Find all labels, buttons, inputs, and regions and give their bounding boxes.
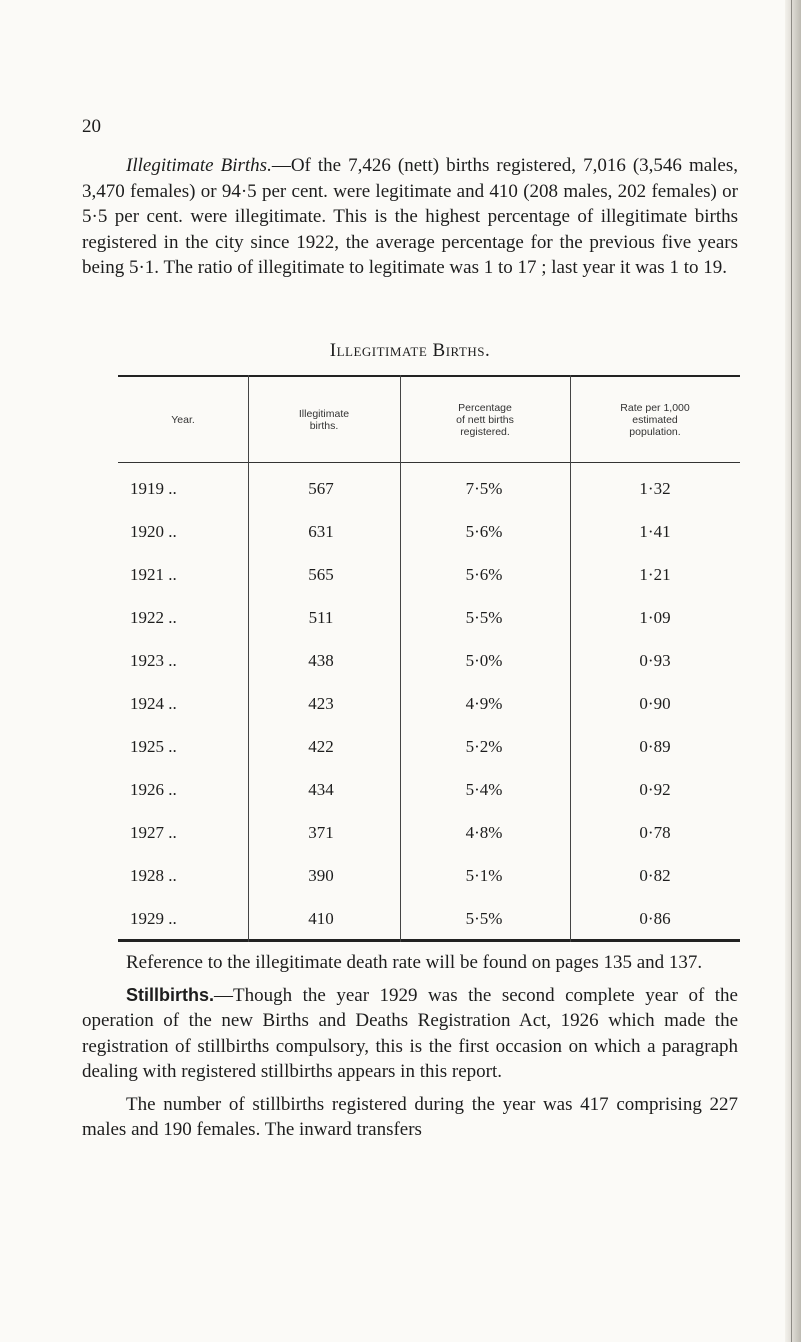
rate-cell: 0·92 [639,780,671,799]
rate-cell: 0·86 [639,909,671,928]
table-row [118,471,740,507]
births-cell: 410 [308,909,334,928]
table-row [118,643,740,679]
table-row [118,901,740,937]
percentage-cell: 5·5% [465,608,503,627]
rate-cell: 1·09 [639,608,671,627]
table-row [118,557,740,593]
illegitimate-births-heading: Illegitimate Births. [126,155,272,176]
rate-cell: 0·82 [639,866,671,885]
table-row [118,686,740,722]
year-cell: 1923 .. [130,651,177,670]
table-row [118,514,740,550]
table-row [118,815,740,851]
rate-cell: 0·90 [639,694,671,713]
year-cell: 1925 .. [130,737,177,756]
header-illegitimate-births: Illegitimate births. [298,408,350,432]
percentage-cell: 5·2% [465,737,503,756]
year-cell: 1927 .. [130,823,177,842]
rate-cell: 0·78 [639,823,671,842]
percentage-cell: 5·5% [465,909,503,928]
births-cell: 631 [308,522,334,541]
percentage-cell: 5·6% [465,565,503,584]
births-cell: 423 [308,694,334,713]
percentage-cell: 7·5% [465,479,503,498]
rate-cell: 0·93 [639,651,671,670]
table-row [118,858,740,894]
births-cell: 371 [308,823,334,842]
page-edge-shadow [785,0,801,1342]
year-cell: 1928 .. [130,866,177,885]
stillbirths-heading: Stillbirths. [126,984,215,1005]
percentage-cell: 5·4% [465,780,503,799]
year-cell: 1922 .. [130,608,177,627]
year-cell: 1929 .. [130,909,177,928]
births-cell: 422 [308,737,334,756]
table-row [118,729,740,765]
rate-cell: 1·21 [639,565,671,584]
page-edge-line [791,0,792,1342]
births-cell: 565 [308,565,334,584]
year-cell: 1920 .. [130,522,177,541]
header-percentage: Percentage of nett births registered. [456,402,514,438]
births-cell: 511 [308,608,334,627]
table-title: Illegitimate Births. [329,340,491,361]
stillbirths-text: —Though the year 1929 was the second complete year of the operation of the new Births and Deaths Registration Act, 1926 which made the registration of stillbirths compulsory, this is the first occasion on which a paragraph dealing with registered stillbirths appears in this report. [82,984,738,1082]
year-cell: 1921 .. [130,565,177,584]
rate-cell: 1·32 [639,479,671,498]
year-cell: 1926 .. [130,780,177,799]
table-row [118,772,740,808]
header-year: Year. [171,414,195,426]
illegitimate-births-text: —Of the 7,426 (nett) births registered, 7,016 (3,546 males, 3,470 females) or 94·5 per cent. were legitimate and 410 (208 males, 202 females) or 5·5 per cent. were illegitimate. This is the highest percentage of illegitimate births registered in the city since 1922, the average percentage for the previous five years being 5·1. The ratio of illegitimate to legitimate was 1 to 17 ; last year it was 1 to 19. [82,155,739,278]
rate-cell: 0·89 [639,737,671,756]
table-row [118,600,740,636]
percentage-cell: 5·6% [465,522,503,541]
percentage-cell: 5·1% [465,866,503,885]
percentage-cell: 4·9% [465,694,503,713]
rate-cell: 1·41 [639,522,671,541]
illegitimate-births-paragraph [82,153,738,281]
stillbirths-paragraph [82,983,738,1085]
text-after-table [82,950,738,1143]
births-cell: 567 [308,479,334,498]
header-rule [118,462,740,463]
percentage-cell: 4·8% [465,823,503,842]
closing-paragraph: The number of stillbirths registered during the year was 417 comprising 227 males and 190 females. The inward transfers [82,1093,738,1140]
year-cell: 1919 .. [130,479,177,498]
births-cell: 390 [308,866,334,885]
percentage-cell: 5·0% [465,651,503,670]
births-cell: 434 [308,780,334,799]
year-cell: 1924 .. [130,694,177,713]
header-rate: Rate per 1,000 estimated population. [620,402,690,438]
page-number: 20 [82,116,101,137]
births-cell: 438 [308,651,334,670]
reference-paragraph: Reference to the illegitimate death rate will be found on pages 135 and 137. [126,952,703,973]
